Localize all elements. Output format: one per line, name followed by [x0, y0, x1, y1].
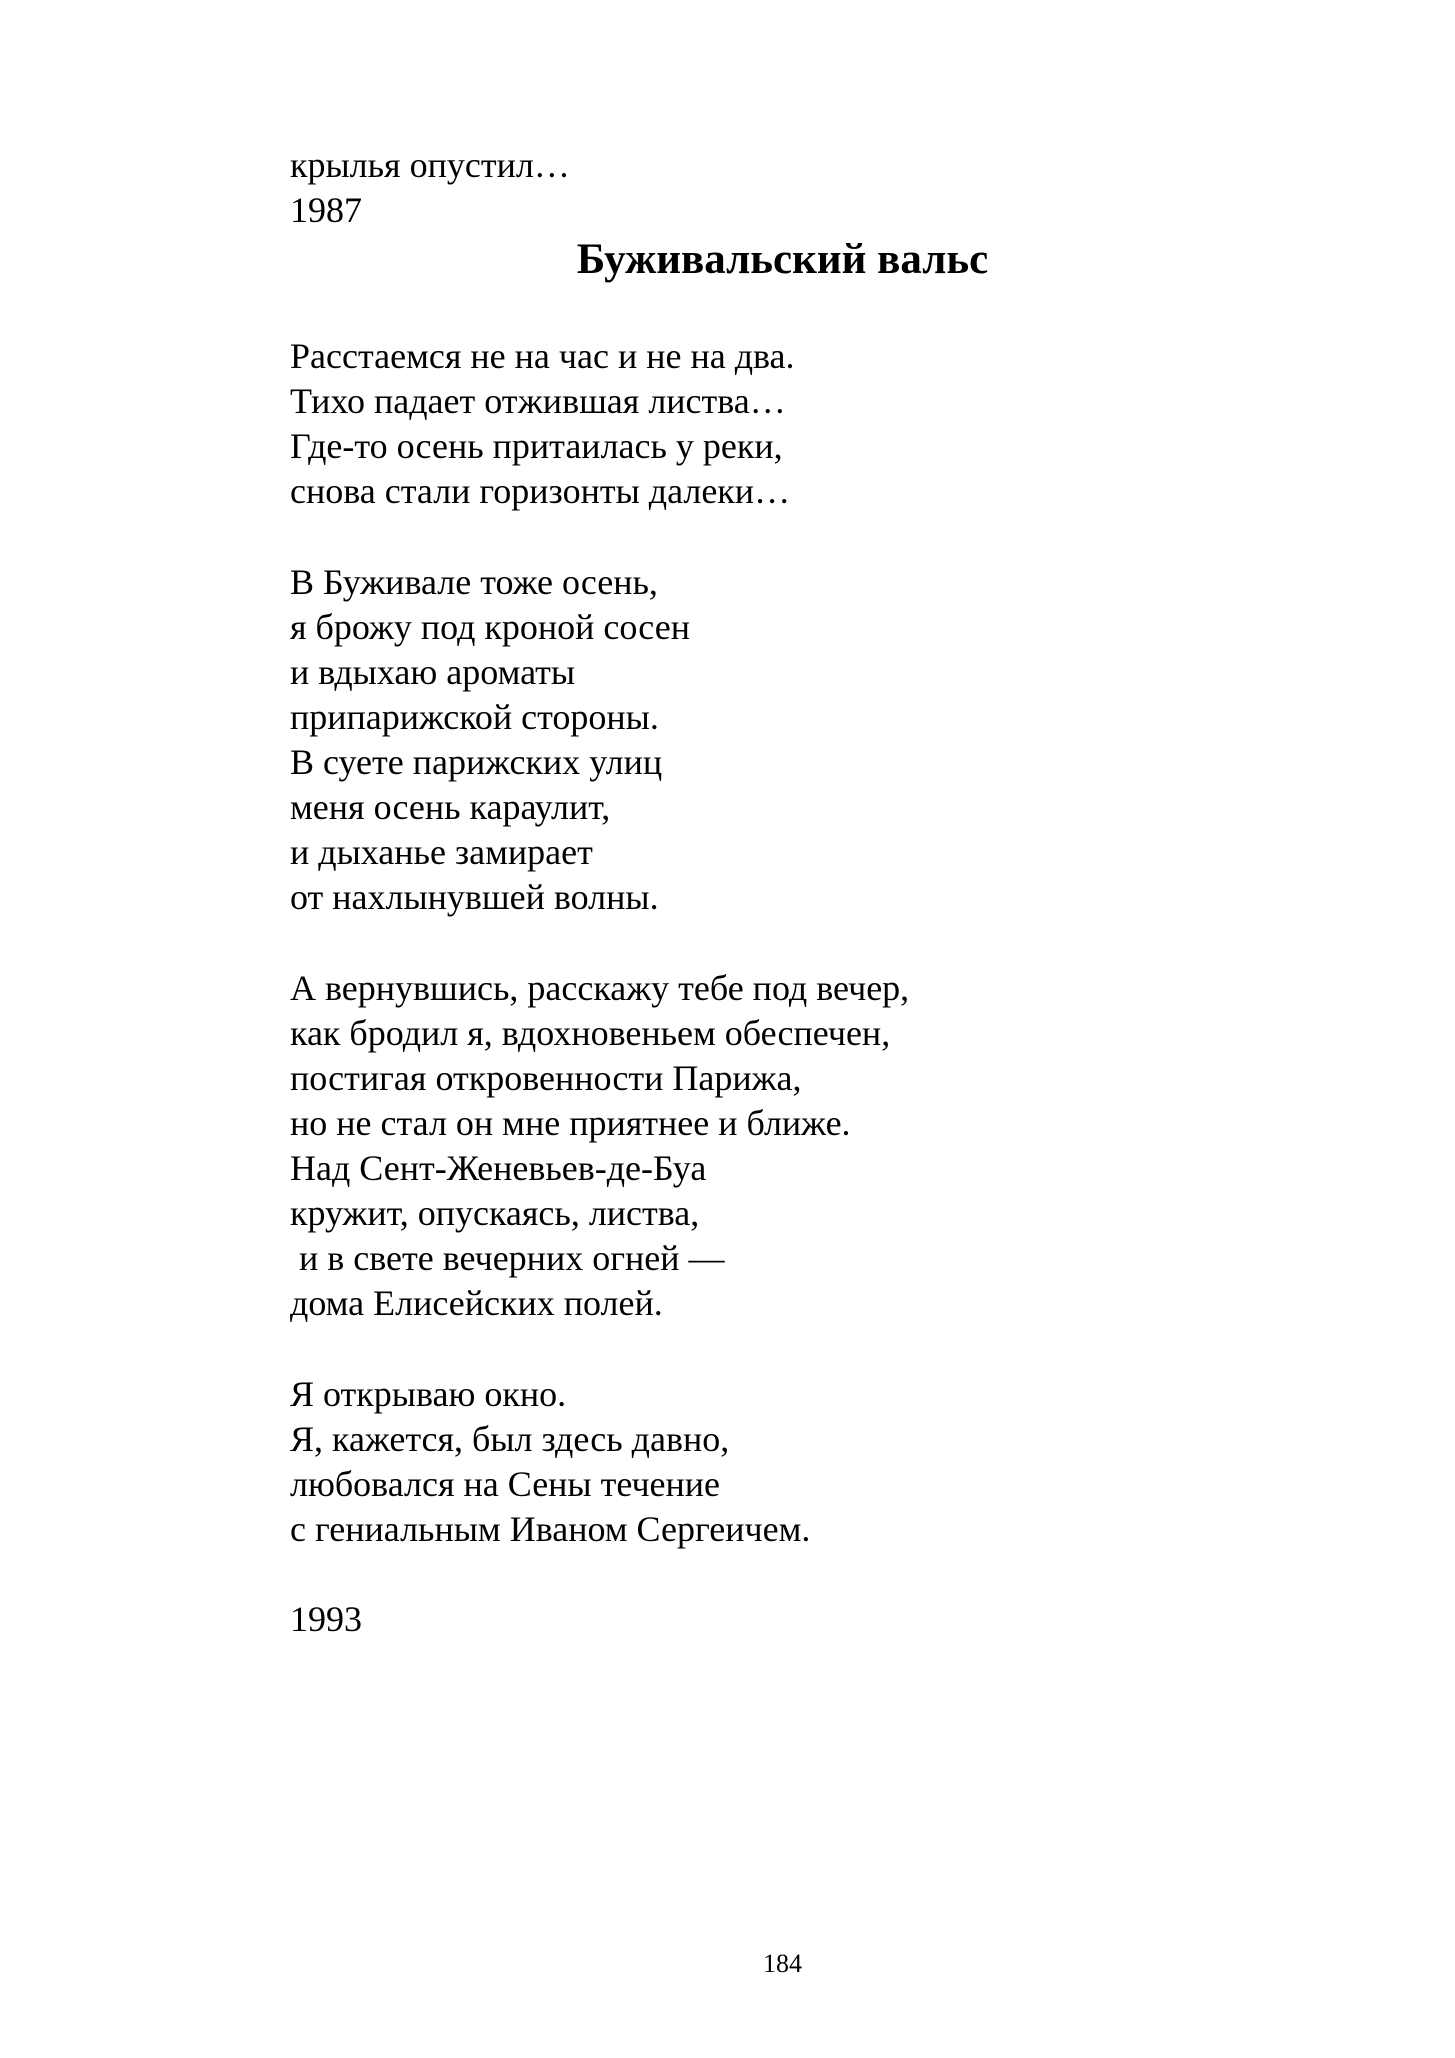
poem-line: и в свете вечерних огней —	[290, 1238, 725, 1278]
previous-poem-year: 1987	[290, 190, 362, 230]
poem-line: дома Елисейских полей.	[290, 1283, 663, 1323]
poem-line: и дыханье замирает	[290, 832, 593, 872]
poem-year: 1993	[290, 1599, 362, 1639]
poem-line: Где-то осень притаилась у реки,	[290, 426, 783, 466]
poem-line: я брожу под кроной сосен	[290, 607, 690, 647]
poem-title: Буживальский вальс	[576, 236, 989, 283]
poem-line: В Буживале тоже осень,	[290, 562, 658, 602]
poem-line: и вдыхаю ароматы	[290, 652, 576, 692]
poem-line: Расстаемся не на час и не на два.	[290, 336, 795, 376]
poem-line: В суете парижских улиц	[290, 742, 663, 782]
poem-line: постигая откровенности Парижа,	[290, 1058, 802, 1098]
poem-line: как бродил я, вдохновеньем обеспечен,	[290, 1013, 891, 1053]
poem-line: но не стал он мне приятнее и ближе.	[290, 1103, 851, 1143]
previous-poem-last-line: крылья опустил…	[290, 145, 570, 185]
poem-line: Я, кажется, был здесь давно,	[290, 1419, 730, 1459]
poem-line: кружит, опускаясь, листва,	[290, 1193, 700, 1233]
poem-line: Над Сент-Женевьев-де-Буа	[290, 1148, 707, 1188]
poem-line: Я открываю окно.	[290, 1374, 567, 1414]
poem-line: с гениальным Иваном Сергеичем.	[290, 1509, 811, 1549]
poem-line: снова стали горизонты далеки…	[290, 471, 791, 511]
poem-line: А вернувшись, расскажу тебе под вечер,	[290, 968, 910, 1008]
page-number: 184	[763, 1949, 802, 1978]
poem-line: любовался на Сены течение	[290, 1464, 721, 1504]
poem-line: Тихо падает отжившая листва…	[290, 381, 786, 421]
poem-line: припарижской стороны.	[290, 697, 659, 737]
poem-line: от нахлынувшей волны.	[290, 877, 659, 917]
poem-line: меня осень караулит,	[290, 787, 611, 827]
